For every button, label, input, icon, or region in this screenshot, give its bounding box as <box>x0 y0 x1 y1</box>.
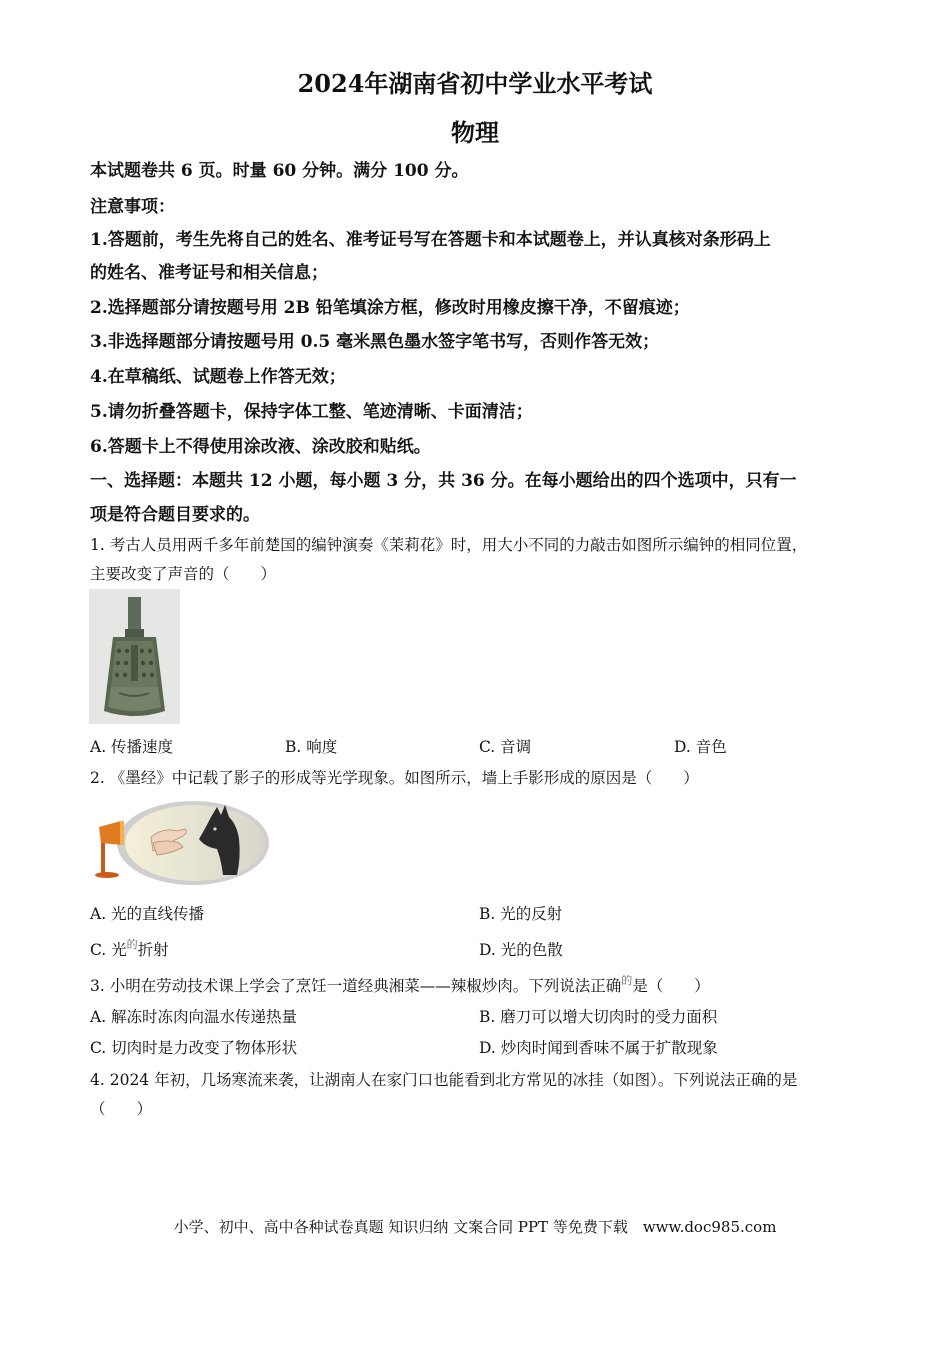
hand-shadow-image <box>93 799 271 887</box>
note-line: 6.答题卡上不得使用涂改液、涂改胶和贴纸。 <box>90 437 431 457</box>
question-1-option-c: C. 音调 <box>479 738 532 756</box>
footer-text: 小学、初中、高中各种试卷真题 知识归纳 文案合同 PPT 等免费下载 www.doc985.com <box>173 1218 777 1236</box>
stray-glyph: 的 <box>126 938 138 951</box>
subject-title: 物理 <box>451 118 499 147</box>
note-line: 2.选择题部分请按题号用 2B 铅笔填涂方框，修改时用橡皮擦干净，不留痕迹； <box>90 298 690 318</box>
question-3-text-a: 3. 小明在劳动技术课上学会了烹饪一道经典湘菜——辣椒炒肉。下列说法正确 <box>90 977 622 995</box>
question-1-text: 1. 考古人员用两千多年前楚国的编钟演奏《茉莉花》时，用大小不同的力敲击如图所示编钟的相同位置， <box>90 536 808 554</box>
note-line: 5.请勿折叠答题卡，保持字体工整、笔迹清晰、卡面清洁； <box>90 402 533 422</box>
question-3-option-b: B. 磨刀可以增大切肉时的受力面积 <box>479 1008 718 1026</box>
question-1-option-a: A. 传播速度 <box>90 738 174 756</box>
section-heading-cont: 项是符合题目要求的。 <box>90 505 260 525</box>
question-4-text-cont: （ ） <box>90 1100 153 1118</box>
question-1-option-d: D. 音色 <box>674 738 727 756</box>
note-line: 1.答题前，考生先将自己的姓名、准考证号写在答题卡和本试题卷上，并认真核对条形码上 <box>90 230 771 250</box>
question-3-text <box>90 974 710 996</box>
note-line: 3.非选择题部分请按题号用 0.5 毫米黑色墨水签字笔书写，否则作答无效； <box>90 332 660 352</box>
question-4-text: 4. 2024 年初，几场寒流来袭，让湖南人在家门口也能看到北方常见的冰挂（如图）。下列说法正确的是 <box>90 1071 798 1089</box>
option-c-suffix: 折射 <box>137 941 169 959</box>
bronze-bell-image <box>89 589 180 724</box>
question-2-option-c <box>90 938 169 960</box>
question-2-option-d: D. 光的色散 <box>479 941 563 959</box>
page-title: 2024年湖南省初中学业水平考试 <box>297 69 653 98</box>
question-2-option-a: A. 光的直线传播 <box>90 905 205 923</box>
question-2-option-b: B. 光的反射 <box>479 905 563 923</box>
question-3-option-a: A. 解冻时冻肉向温水传递热量 <box>90 1008 298 1026</box>
question-3-option-c: C. 切肉时是力改变了物体形状 <box>90 1039 298 1057</box>
question-1-option-b: B. 响度 <box>285 738 338 756</box>
question-1-text-cont: 主要改变了声音的（ ） <box>90 565 277 583</box>
question-3-text-b: 是（ ） <box>632 977 710 995</box>
question-2-text: 2. 《墨经》中记载了影子的形成等光学现象。如图所示，墙上手影形成的原因是（ ） <box>90 769 699 787</box>
notes-heading: 注意事项： <box>90 197 175 217</box>
exam-summary: 本试题卷共 6 页。时量 60 分钟。满分 100 分。 <box>90 161 469 181</box>
option-c-prefix: C. 光 <box>90 941 127 959</box>
stray-glyph: 的 <box>621 974 633 987</box>
note-line: 的姓名、准考证号和相关信息； <box>90 263 328 283</box>
note-line: 4.在草稿纸、试题卷上作答无效； <box>90 367 346 387</box>
question-3-option-d: D. 炒肉时闻到香味不属于扩散现象 <box>479 1039 718 1057</box>
section-heading: 一、选择题：本题共 12 小题，每小题 3 分，共 36 分。在每小题给出的四个选项中，只有一 <box>90 471 797 491</box>
